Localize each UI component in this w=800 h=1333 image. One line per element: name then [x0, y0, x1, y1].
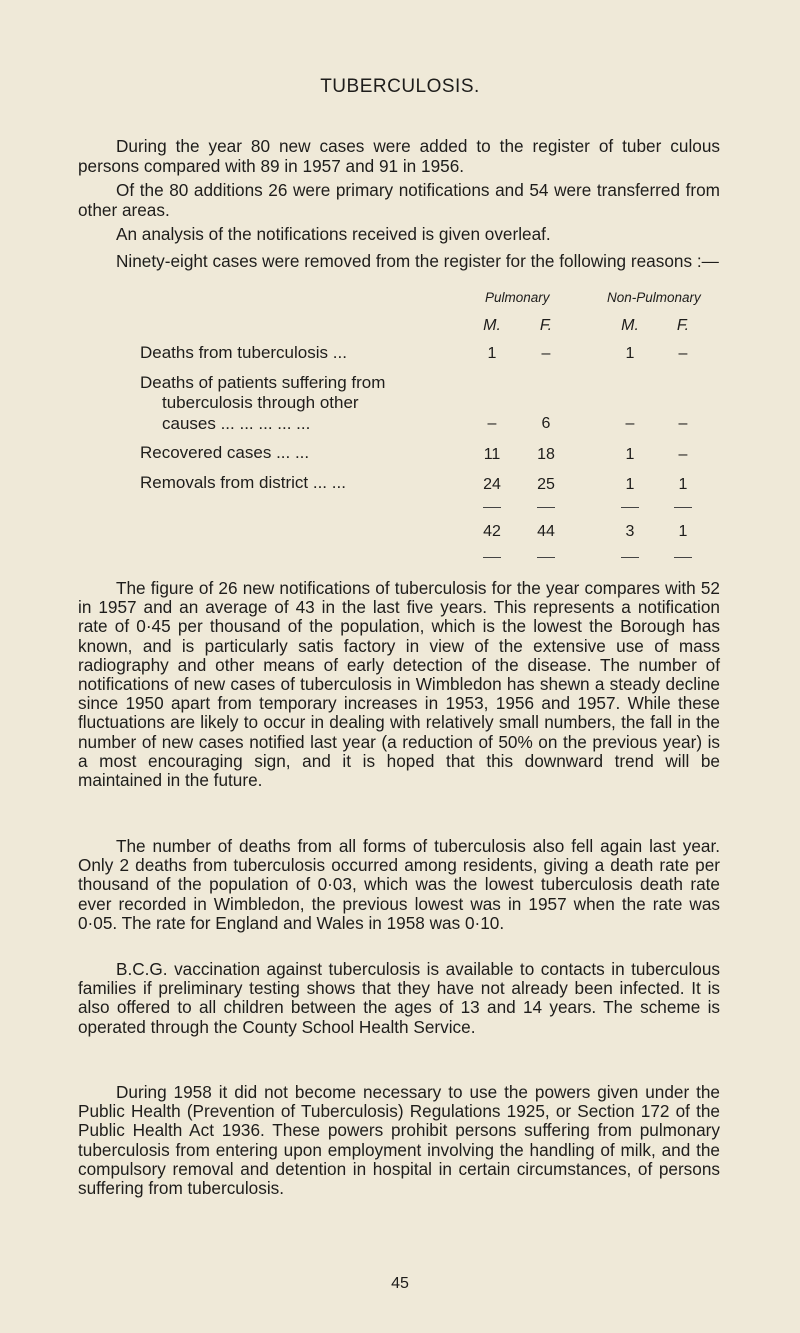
sum-rule [621, 557, 639, 558]
sub-header-pulm-m: M. [483, 317, 501, 334]
row-label: Deaths from tuberculosis ... [140, 343, 347, 362]
page-title: TUBERCULOSIS. [320, 76, 480, 97]
row-label-line: Deaths of patients suffering from [140, 373, 386, 392]
body-paragraph-2: The number of deaths from all forms of tuberculosis also fell again last year. Only 2 deaths from tuberculosis occurred among residents, giving a death rate per thousand of the population of 0·03, which was the lowest tuberculosis death rate ever recorded in Wimbledon, the previous lowest was in 1957 when the rate was 0·05. The rate for England and Wales in 1958 was 0·10. [78, 836, 720, 933]
sum-rule [537, 557, 555, 558]
table-cell: 1 [678, 476, 688, 493]
table-cell: – [678, 345, 688, 362]
table-cell: – [678, 446, 688, 463]
sum-rule [674, 557, 692, 558]
intro-paragraph-1: During the year 80 new cases were added to the register of tuber culous persons compared with 89 in 1957 and 91 in 1956. [78, 136, 720, 176]
sum-rule [537, 507, 555, 508]
row-label: Removals from district ... ... [140, 473, 346, 492]
table-cell: – [487, 415, 497, 432]
group-header-non-pulmonary: Non-Pulmonary [607, 290, 701, 305]
sub-header-nonpulm-m: M. [621, 317, 639, 334]
group-header-pulmonary: Pulmonary [485, 290, 550, 305]
sum-rule [621, 507, 639, 508]
total-cell: 44 [537, 523, 555, 540]
sum-rule [483, 557, 501, 558]
table-cell: – [541, 345, 551, 362]
total-cell: 42 [483, 523, 501, 540]
table-cell: 6 [541, 415, 551, 432]
row-label-line: causes ... ... ... ... ... [162, 414, 311, 433]
intro-paragraph-4: Ninety-eight cases were removed from the register for the following reasons :— [116, 251, 719, 271]
table-cell: 25 [537, 476, 555, 493]
row-label: Recovered cases ... ... [140, 443, 310, 462]
body-paragraph-3: B.C.G. vaccination against tuberculosis is available to contacts in tuberculous families if preliminary testing shows that they have not already been infected. It is also offered to all children between the ages of 13 and 14 years. The scheme is operated through the County School Health Service. [78, 959, 720, 1037]
table-cell: 1 [487, 345, 497, 362]
table-cell: – [625, 415, 635, 432]
body-paragraph-4: During 1958 it did not become necessary to use the powers given under the Public Health (Prevention of Tuberculosis) Regulations 1925, or Section 172 of the Public Health Act 1936. These powers prohibit persons suffering from pulmonary tuberculosis from entering upon employment involving the handling of milk, and the compulsory removal and detention in hospital in certain circumstances, of persons suffering from tuberculosis. [78, 1082, 720, 1199]
table-cell: 1 [625, 446, 635, 463]
sub-header-pulm-f: F. [539, 317, 553, 334]
body-paragraph-1: The figure of 26 new notifications of tuberculosis for the year compares with 52 in 1957 and an average of 43 in the last five years. This represents a notification rate of 0·45 per thousand of the population, which is the lowest the Borough has known, and is particularly satis factory in view of the extensive use of mass radiography and other means of early detection of the disease. The number of notifications of new cases of tuberculosis in Wimbledon has shewn a steady decline since 1950 apart from temporary increases in 1953, 1956 and 1957. While these fluctuations are likely to occur in dealing with relatively small numbers, the fall in the number of new cases notified last year (a reduction of 50% on the previous year) is a most encouraging sign, and it is hoped that this downward trend will be maintained in the future. [78, 578, 720, 791]
sub-header-nonpulm-f: F. [676, 317, 690, 334]
table-cell: 18 [537, 446, 555, 463]
total-cell: 3 [625, 523, 635, 540]
table-cell: – [678, 415, 688, 432]
total-cell: 1 [678, 523, 688, 540]
table-cell: 1 [625, 345, 635, 362]
sum-rule [674, 507, 692, 508]
page-number: 45 [391, 1275, 409, 1292]
intro-paragraph-2: Of the 80 additions 26 were primary notifications and 54 were transferred from other areas. [78, 180, 720, 220]
table-cell: 11 [483, 446, 501, 463]
intro-paragraph-3: An analysis of the notifications received is given overleaf. [116, 224, 551, 244]
row-label-line: tuberculosis through other [162, 393, 359, 412]
sum-rule [483, 507, 501, 508]
table-cell: 1 [625, 476, 635, 493]
table-cell: 24 [483, 476, 501, 493]
